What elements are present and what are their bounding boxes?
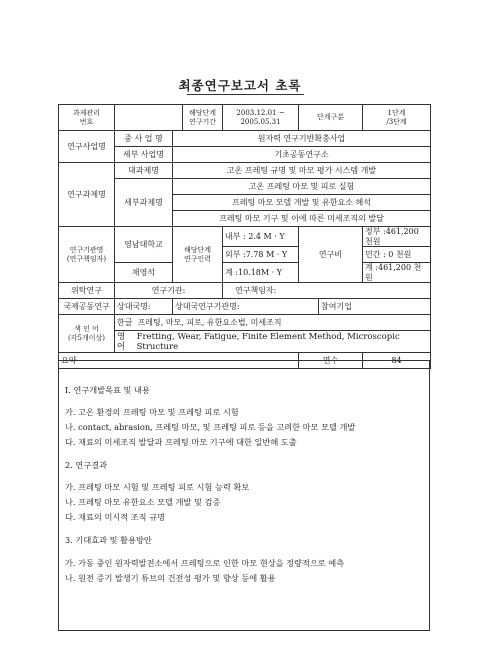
english-keywords: 영어 Fretting, Wear, Fatigue, Finite Element Method, Microscopic Structure xyxy=(115,331,431,353)
section-1-item: 나. contact, abrasion, 프레팅 마모, 및 프레팅 피로 등을 고려한 마모 모델 개발 xyxy=(65,422,356,432)
director-value: 채영석 xyxy=(115,263,173,283)
korean-keywords: 한글 프레팅, 마모, 피로, 유한요소법, 미세조직 xyxy=(115,315,431,331)
sub-project-label: 세부 사업명 xyxy=(115,147,173,163)
personnel-label: 해당단계 연구인력 xyxy=(173,227,223,283)
main-project-value: 원자력 연구기반확충사업 xyxy=(173,131,431,147)
stage-label: 단계구분 xyxy=(299,105,363,131)
title-underline xyxy=(187,94,304,95)
fund-private: 민간 : 0 천원 xyxy=(363,247,431,263)
partner-country: 상대국명: xyxy=(115,299,173,315)
section-2-item: 나. 프레팅 마모 유한요소 모델 개발 및 검증 xyxy=(65,497,221,507)
personnel-internal: 내부 : 2.4 M · Y xyxy=(223,227,299,247)
section-1-item: 다. 재료의 미세조직 발달과 프레팅 마모 기구에 대한 일반해 도출 xyxy=(65,437,297,447)
partner-org: 상대국연구기관명: xyxy=(173,299,319,315)
main-project-label: 중 사 업 명 xyxy=(115,131,173,147)
pages-value: 84 xyxy=(363,353,431,369)
section-3-item: 가. 가동 중인 원자력발전소에서 프레팅으로 인한 마모 현상을 정량적으로 예측 xyxy=(65,558,345,568)
stage-value: 1단계 /3단계 xyxy=(363,105,431,131)
summary-body xyxy=(58,360,430,631)
sub-task-label: 세부과제명 xyxy=(115,179,173,227)
sub-task-2: 프레팅 마모 모델 개발 및 유한요소 해석 xyxy=(173,195,431,211)
section-3-heading: 3. 기대효과 및 활용방안 xyxy=(65,535,152,545)
summary-label: 요약 xyxy=(59,353,299,369)
participant-company: 참여기업 xyxy=(319,299,431,315)
consign-label: 위탁연구 xyxy=(59,283,115,299)
consign-director: 연구책임자: xyxy=(223,283,431,299)
institution-value: 영남대학교 xyxy=(115,227,173,263)
section-2-heading: 2. 연구결과 xyxy=(65,460,108,470)
sub-project-value: 기초공동연구소 xyxy=(173,147,431,163)
page-title: 최종연구보고서 초록 xyxy=(178,78,302,93)
personnel-total: 계 :10.18M · Y xyxy=(223,263,299,283)
section-3-item: 나. 원전 증기 발생기 튜브의 건전성 평가 및 향상 등에 활용 xyxy=(65,573,276,583)
section-2-item: 가. 프레팅 마모 시험 및 프레팅 피로 시험 능력 확보 xyxy=(65,482,250,492)
fund-government: 정부 :461,200 천원 xyxy=(363,227,431,247)
section-1-heading: I. 연구개발목표 및 내용 xyxy=(65,385,150,395)
period-label: 해당단계 연구기간 xyxy=(183,105,223,131)
task-no-value xyxy=(115,105,183,131)
research-title-label: 연구과제명 xyxy=(59,163,115,227)
section-1-item: 가. 고온 환경의 프레팅 마모 및 프레팅 피로 시험 xyxy=(65,407,239,417)
fund-total: 계 :461,200 천원 xyxy=(363,263,431,283)
task-no-label: 과제관리 번호 xyxy=(59,105,115,131)
sub-task-1: 고온 프레팅 마모 및 피로 실험 xyxy=(173,179,431,195)
period-value: 2003.12.01 ~ 2005.05.31 xyxy=(223,105,299,131)
consign-org: 연구기관: xyxy=(115,283,223,299)
pages-label: 면수 xyxy=(299,353,363,369)
fund-label: 연구비 xyxy=(299,227,363,283)
director-label: 연구기관명 (연구책임자) xyxy=(59,227,115,283)
index-label: 색 인 어 (각5개이상) xyxy=(59,315,115,353)
project-label: 연구사업명 xyxy=(59,131,115,163)
report-summary-form xyxy=(58,104,431,369)
main-task-label: 대과제명 xyxy=(115,163,173,179)
section-2-item: 다. 재료의 미시적 조직 규명 xyxy=(65,512,166,522)
intl-label: 국제공동연구 xyxy=(59,299,115,315)
personnel-external: 외부 :7.78 M · Y xyxy=(223,247,299,263)
main-task-value: 고온 프레팅 규명 및 마모 평가 시스템 개발 xyxy=(173,163,431,179)
sub-task-3: 프레팅 마모 기구 및 이에 따른 미세조직의 발달 xyxy=(173,211,431,227)
